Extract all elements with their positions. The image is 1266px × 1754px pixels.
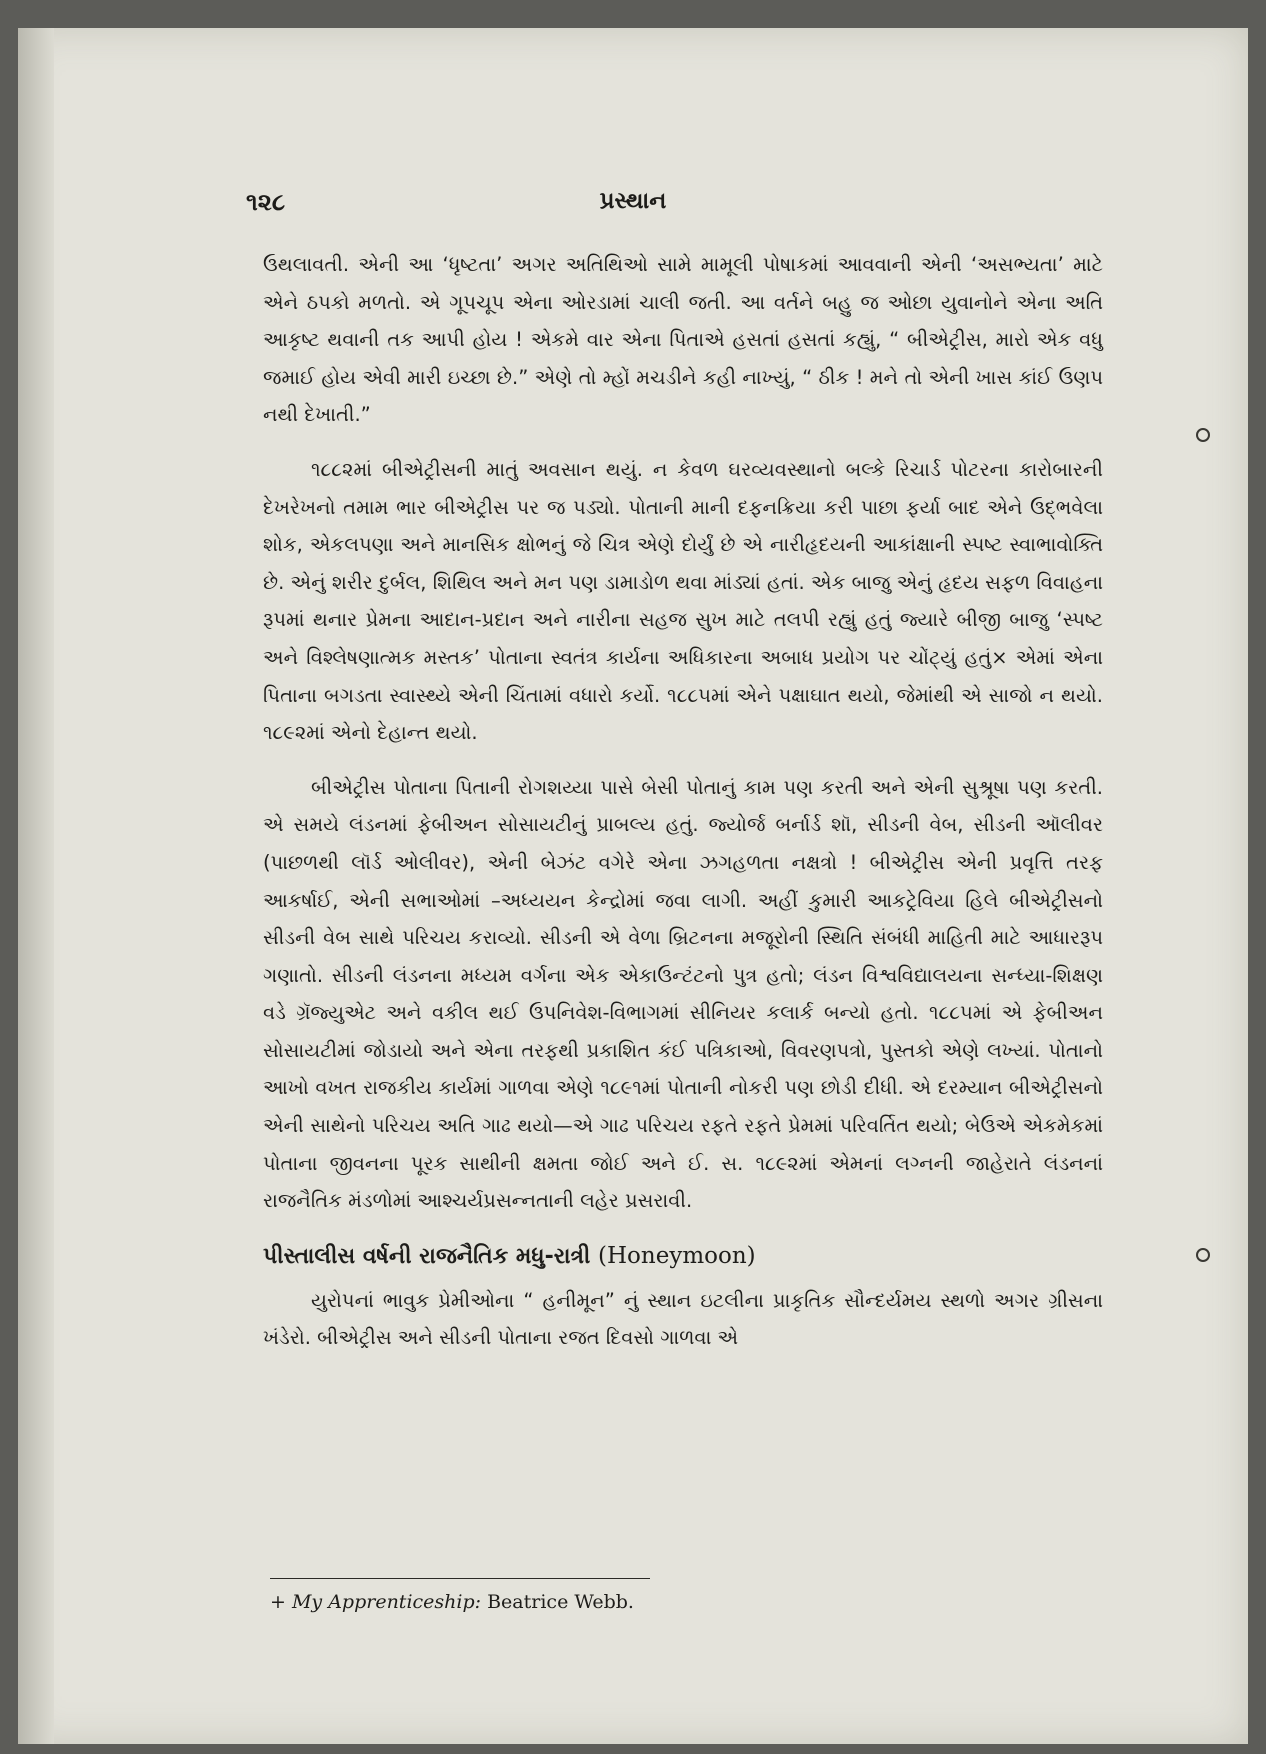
book-page — [18, 28, 1248, 1744]
binding-hole-mark — [1196, 1248, 1210, 1262]
footnote-book-title: My Apprenticeship: — [291, 1591, 482, 1613]
section-heading-gujarati: પીસ્તાલીસ વર્ષની રાજનૈતિક મધુ-રાત્રી — [263, 1243, 591, 1269]
section-heading — [263, 1237, 1103, 1276]
paragraph-4: યુરોપનાં ભાવુક પ્રેમીઓના “ હનીમૂન” નું સ્થાન ઇટલીના પ્રાકૃતિક સૌન્દર્યમય સ્થળો અગર ગ્રીસના ખંડેરો. બીએટ્રીસ અને સીડની પોતાના રજત દિવસો ગાળવા એ — [263, 1288, 1103, 1350]
paragraph-3: બીએટ્રીસ પોતાના પિતાની રોગશય્યા પાસે બેસી પોતાનું કામ પણ કરતી અને એની સુશ્રૂષા પણ કરતી. એ સમયે લંડનમાં ફેબીઅન સોસાયટીનું પ્રાબલ્ય હતું. જ્યોર્જ બર્નાર્ડ શૉ, સીડની વેબ, સીડની ઑલીવર (પાછળથી લૉર્ડ ઓલીવર), એની બેઝંટ વગેરે એના ઝગહળતા નક્ષત્રો ! બીએટ્રીસ એની પ્રવૃત્તિ તરફ આકર્ષાઈ, એની સભાઓમાં –અધ્યયન કેન્દ્રોમાં જવા લાગી. અહીં કુમારી આકટ્રેવિયા હિલે બીએટ્રીસનો સીડની વેબ સાથે પરિચય કરાવ્યો. સીડની એ વેળા બ્રિટનના મજૂરોની સ્થિતિ સંબંધી માહિતી માટે આધારરૂપ ગણાતો. સીડની લંડનના મધ્યમ વર્ગના એક એકાઉન્ટંટનો પુત્ર હતો; લંડન વિશ્વવિદ્યાલયના સન્ધ્યા-શિક્ષણ વડે ગ્રૅજ્યુએટ અને વકીલ થઈ ઉપનિવેશ-વિભાગમાં સીનિયર કલાર્ક બન્યો હતો. ૧૮૮૫માં એ ફેબીઅન સોસાયટીમાં જોડાયો અને એના તરફથી પ્રકાશિત કંઈ પત્રિકાઓ, વિવરણપત્રો, પુસ્તકો એણે લખ્યાં. પોતાનો આખો વખત રાજકીય કાર્યમાં ગાળવા એણે ૧૮૯૧માં પોતાની નોકરી પણ છોડી દીધી. એ દરમ્યાન બીએટ્રીસનો એની સાથેનો પરિચય અતિ ગાઢ થયો—એ ગાઢ પરિચય રફતે રફતે પ્રેમમાં પરિવર્તિત થયો; બેઉએ એકમેકમાં પોતાના જીવનના પૂરક સાથીની ક્ષમતા જોઈ અને ઈ. સ. ૧૮૯૨માં એમનાં લગ્નની જાહેરાતે લંડનનાં રાજનૈતિક મંડળોમાં આશ્ચર્યપ્રસન્નતાની લહેર પ્રસરાવી. — [263, 775, 1103, 1213]
footnote-divider — [270, 1578, 650, 1579]
paragraph-2: ૧૮૮૨માં બીએટ્રીસની માતું અવસાન થયું. ન કેવળ ઘરવ્યવસ્થાનો બલ્કે રિચાર્ડ પોટરના કારોબારની દેખરેખનો તમામ ભાર બીએટ્રીસ પર જ પડ્યો. પોતાની માની દફનક્રિયા કરી પાછા ફર્યા બાદ એને ઉદ્ભવેલા શોક, એકલપણા અને માનસિક ક્ષોભનું જે ચિત્ર એણે દોર્યું છે એ નારીહૃદયની આકાંક્ષાની સ્પષ્ટ સ્વાભાવોક્તિ છે. એનું શરીર દુર્બલ, શિથિલ અને મન પણ ડામાડોળ થવા માંડ્યાં હતાં. એક બાજુ એનું હૃદય સફળ વિવાહના રૂપમાં થનાર પ્રેમના આદાન-પ્રદાન અને નારીના સહજ સુખ માટે તલપી રહ્યું હતું જ્યારે બીજી બાજુ ‘સ્પષ્ટ અને વિશ્લેષણાત્મક મસ્તક’ પોતાના સ્વતંત્ર કાર્યના અધિકારના અબાધ પ્રયોગ પર ચોંટ્યું હતું× એમાં એના પિતાના બગડતા સ્વાસ્થ્યે એની ચિંતામાં વધારો કર્યો. ૧૮૮૫માં એને પક્ષાઘાત થયો, જેમાંથી એ સાજો ન થયો. ૧૮૯૨માં એનો દેહાન્ત થયો. — [263, 457, 1103, 745]
binding-hole-mark — [1196, 428, 1210, 442]
page-header — [18, 188, 1248, 224]
footnote-author: Beatrice Webb. — [487, 1591, 634, 1613]
running-title: પ્રસ્થાન — [599, 188, 667, 214]
body-text — [263, 246, 1103, 1374]
section-heading-english: (Honeymoon) — [598, 1242, 756, 1269]
footnote — [270, 1591, 634, 1613]
page-number: ૧૨૮ — [246, 188, 286, 216]
footnote-marker: + — [270, 1591, 286, 1613]
paragraph-1: ઉથલાવતી. એની આ ‘ધૃષ્ટતા’ અગર અતિથિઓ સામે મામૂલી પોષાકમાં આવવાની એની ‘અસભ્યતા’ માટે એને ઠપકો મળતો. એ ગૂપચૂપ એના ઓરડામાં ચાલી જતી. આ વર્તને બહુ જ ઓછા યુવાનોને એના અતિ આકૃષ્ટ થવાની તક આપી હોય ! એકમે વાર એના પિતાએ હસતાં હસતાં કહ્યું, “ બીએટ્રીસ, મારો એક વધુ જમાઈ હોય એવી મારી ઇચ્છા છે.” એણે તો મ્હોં મચડીને કહી નાખ્યું, “ ઠીક ! મને તો એની ખાસ કાંઈ ઉણપ નથી દેખાતી.” — [263, 253, 1103, 427]
